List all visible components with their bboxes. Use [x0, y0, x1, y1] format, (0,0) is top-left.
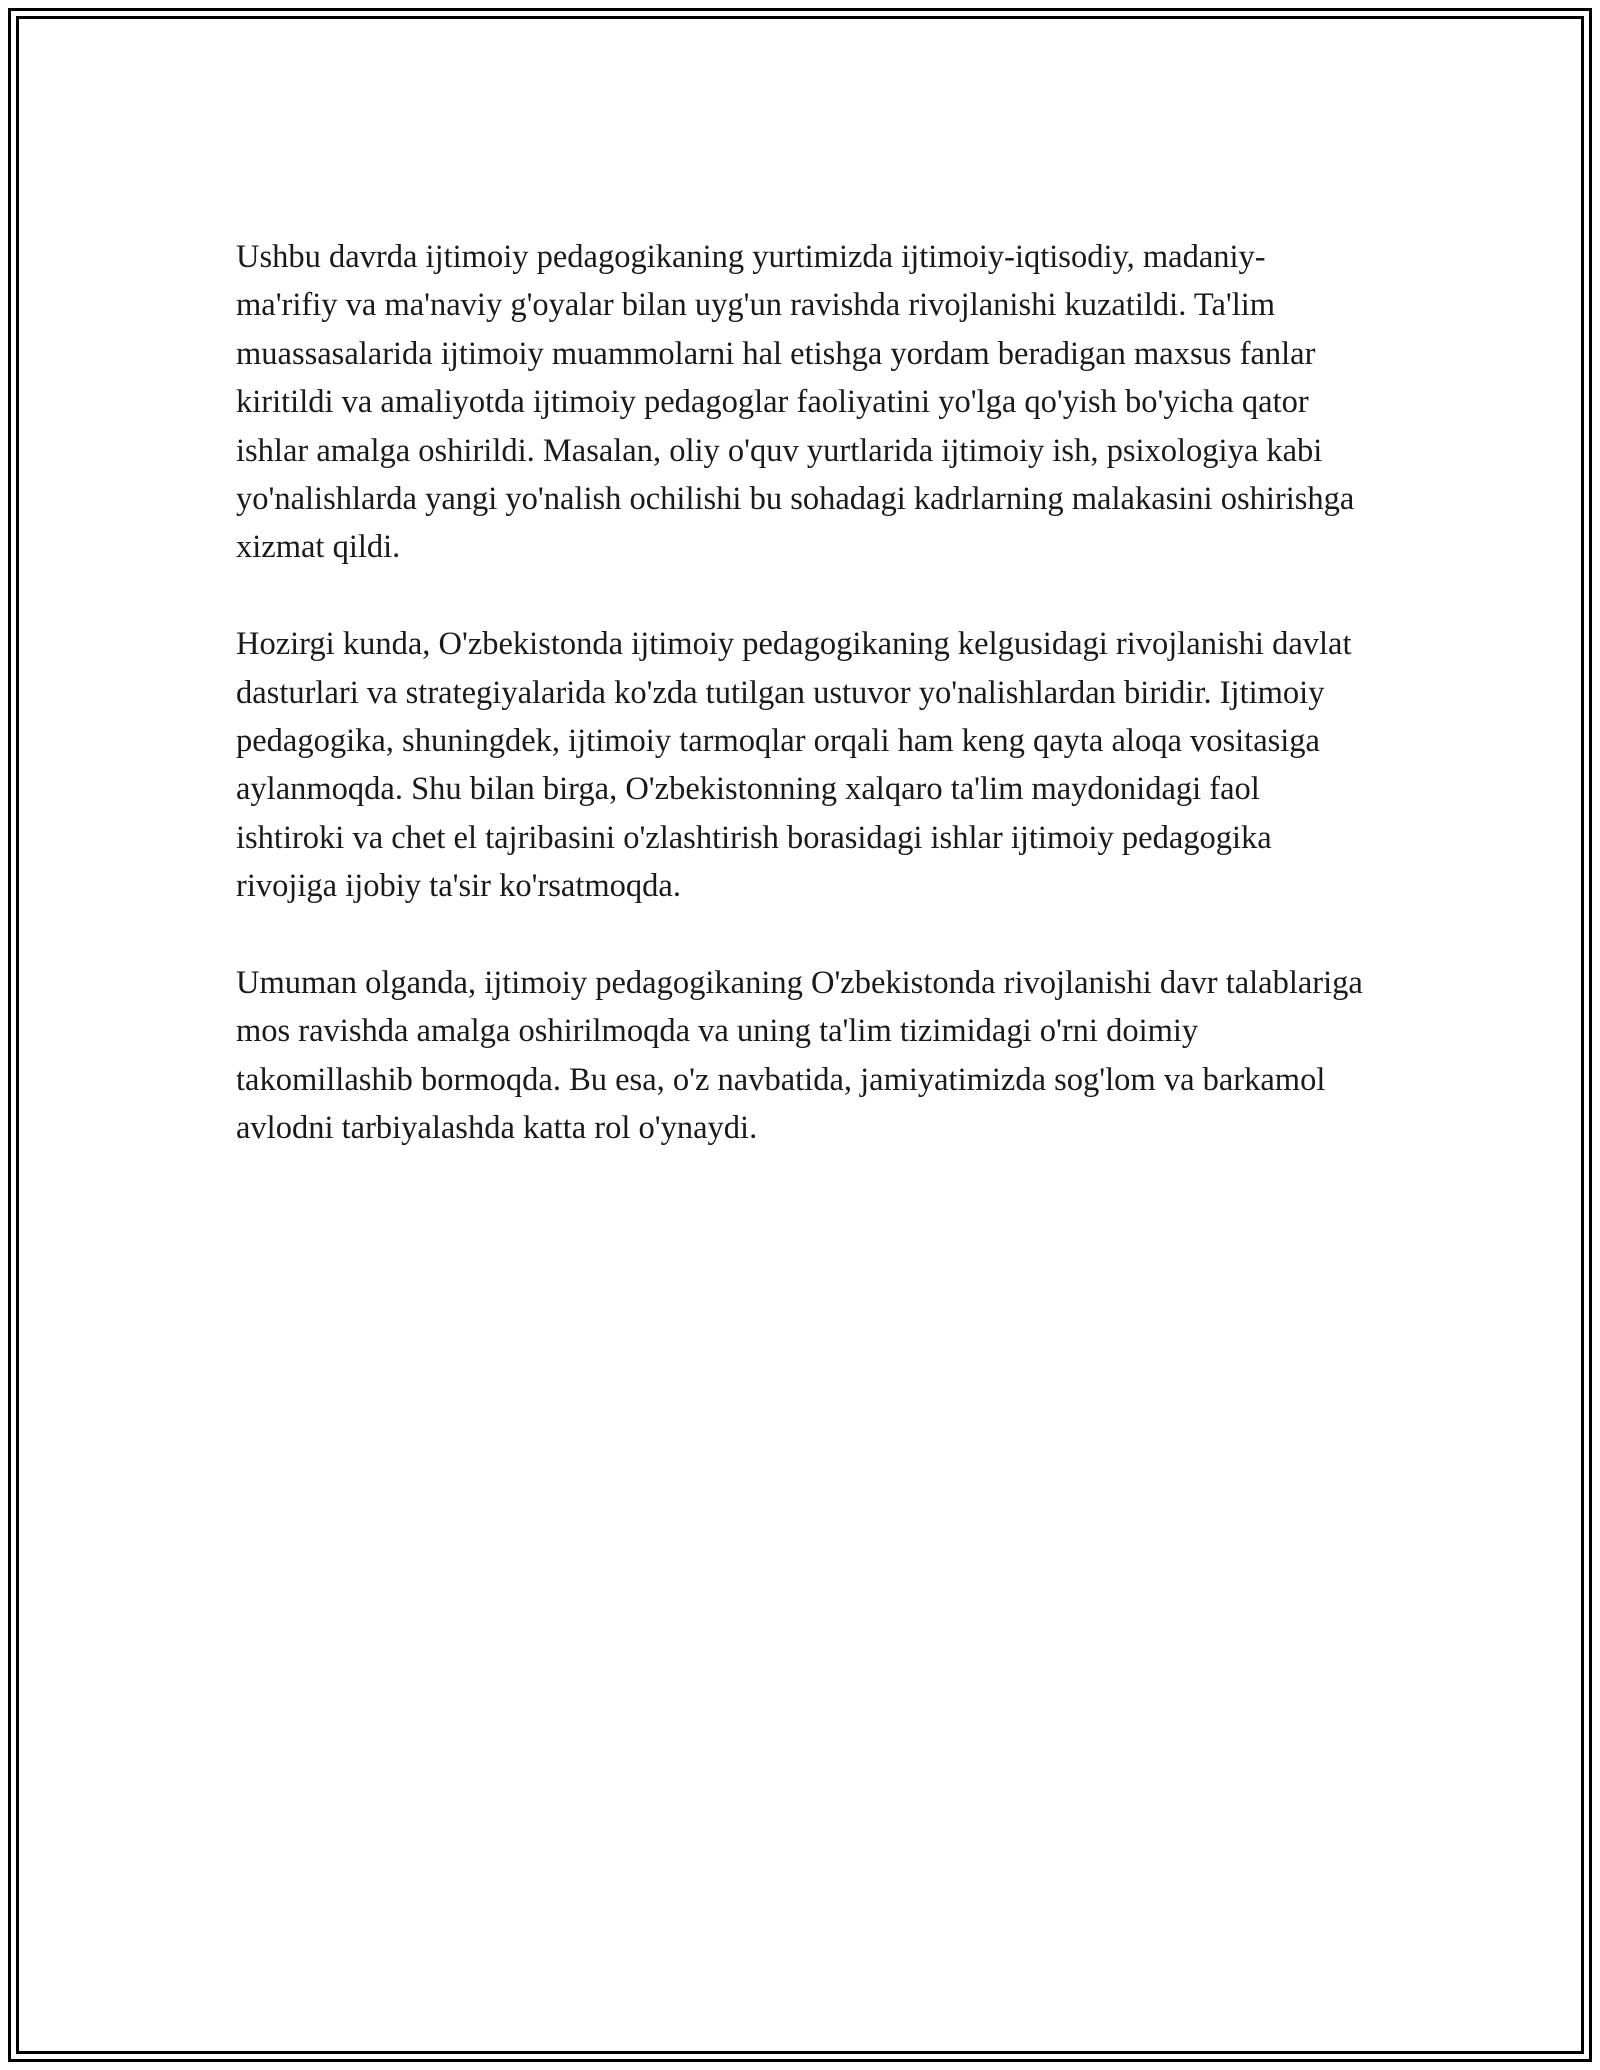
document-body	[236, 233, 1366, 1201]
paragraph-3: Umuman olganda, ijtimoiy pedagogikaning O'zbekistonda rivojlanishi davr talablariga mos ravishda amalga oshirilmoqda va uning ta'lim tizimidagi o'rni doimiy takomillashib bormoqda. Bu esa, o'z navbatida, jamiyatimizda sog'lom va barkamol avlodni tarbiyalashda katta rol o'ynaydi.	[236, 965, 1363, 1147]
paragraph-2: Hozirgi kunda, O'zbekistonda ijtimoiy pedagogikaning kelgusidagi rivojlanishi davlat dasturlari va strategiyalarida ko'zda tutilgan ustuvor yo'nalishlardan biridir. Ijtimoiy pedagogika, shuningdek, ijtimoiy tarmoqlar orqali ham keng qayta aloqa vositasiga aylanmoqda. Shu bilan birga, O'zbekistonning xalqaro ta'lim maydonidagi faol ishtiroki va chet el tajribasini o'zlashtirish borasidagi ishlar ijtimoiy pedagogika rivojiga ijobiy ta'sir ko'rsatmoqda.	[236, 626, 1352, 905]
paragraph-1: Ushbu davrda ijtimoiy pedagogikaning yurtimizda ijtimoiy-iqtisodiy, madaniy-ma'rifiy va ma'naviy g'oyalar bilan uyg'un ravishda rivojlanishi kuzatildi. Ta'lim muassasalarida ijtimoiy muammolarni hal etishga yordam beradigan maxsus fanlar kiritildi va amaliyotda ijtimoiy pedagoglar faoliyatini yo'lga qo'yish bo'yicha qator ishlar amalga oshirildi. Masalan, oliy o'quv yurtlarida ijtimoiy ish, psixologiya kabi yo'nalishlarda yangi yo'nalish ochilishi bu sohadagi kadrlarning malakasini oshirishga xizmat qildi.	[236, 239, 1355, 566]
